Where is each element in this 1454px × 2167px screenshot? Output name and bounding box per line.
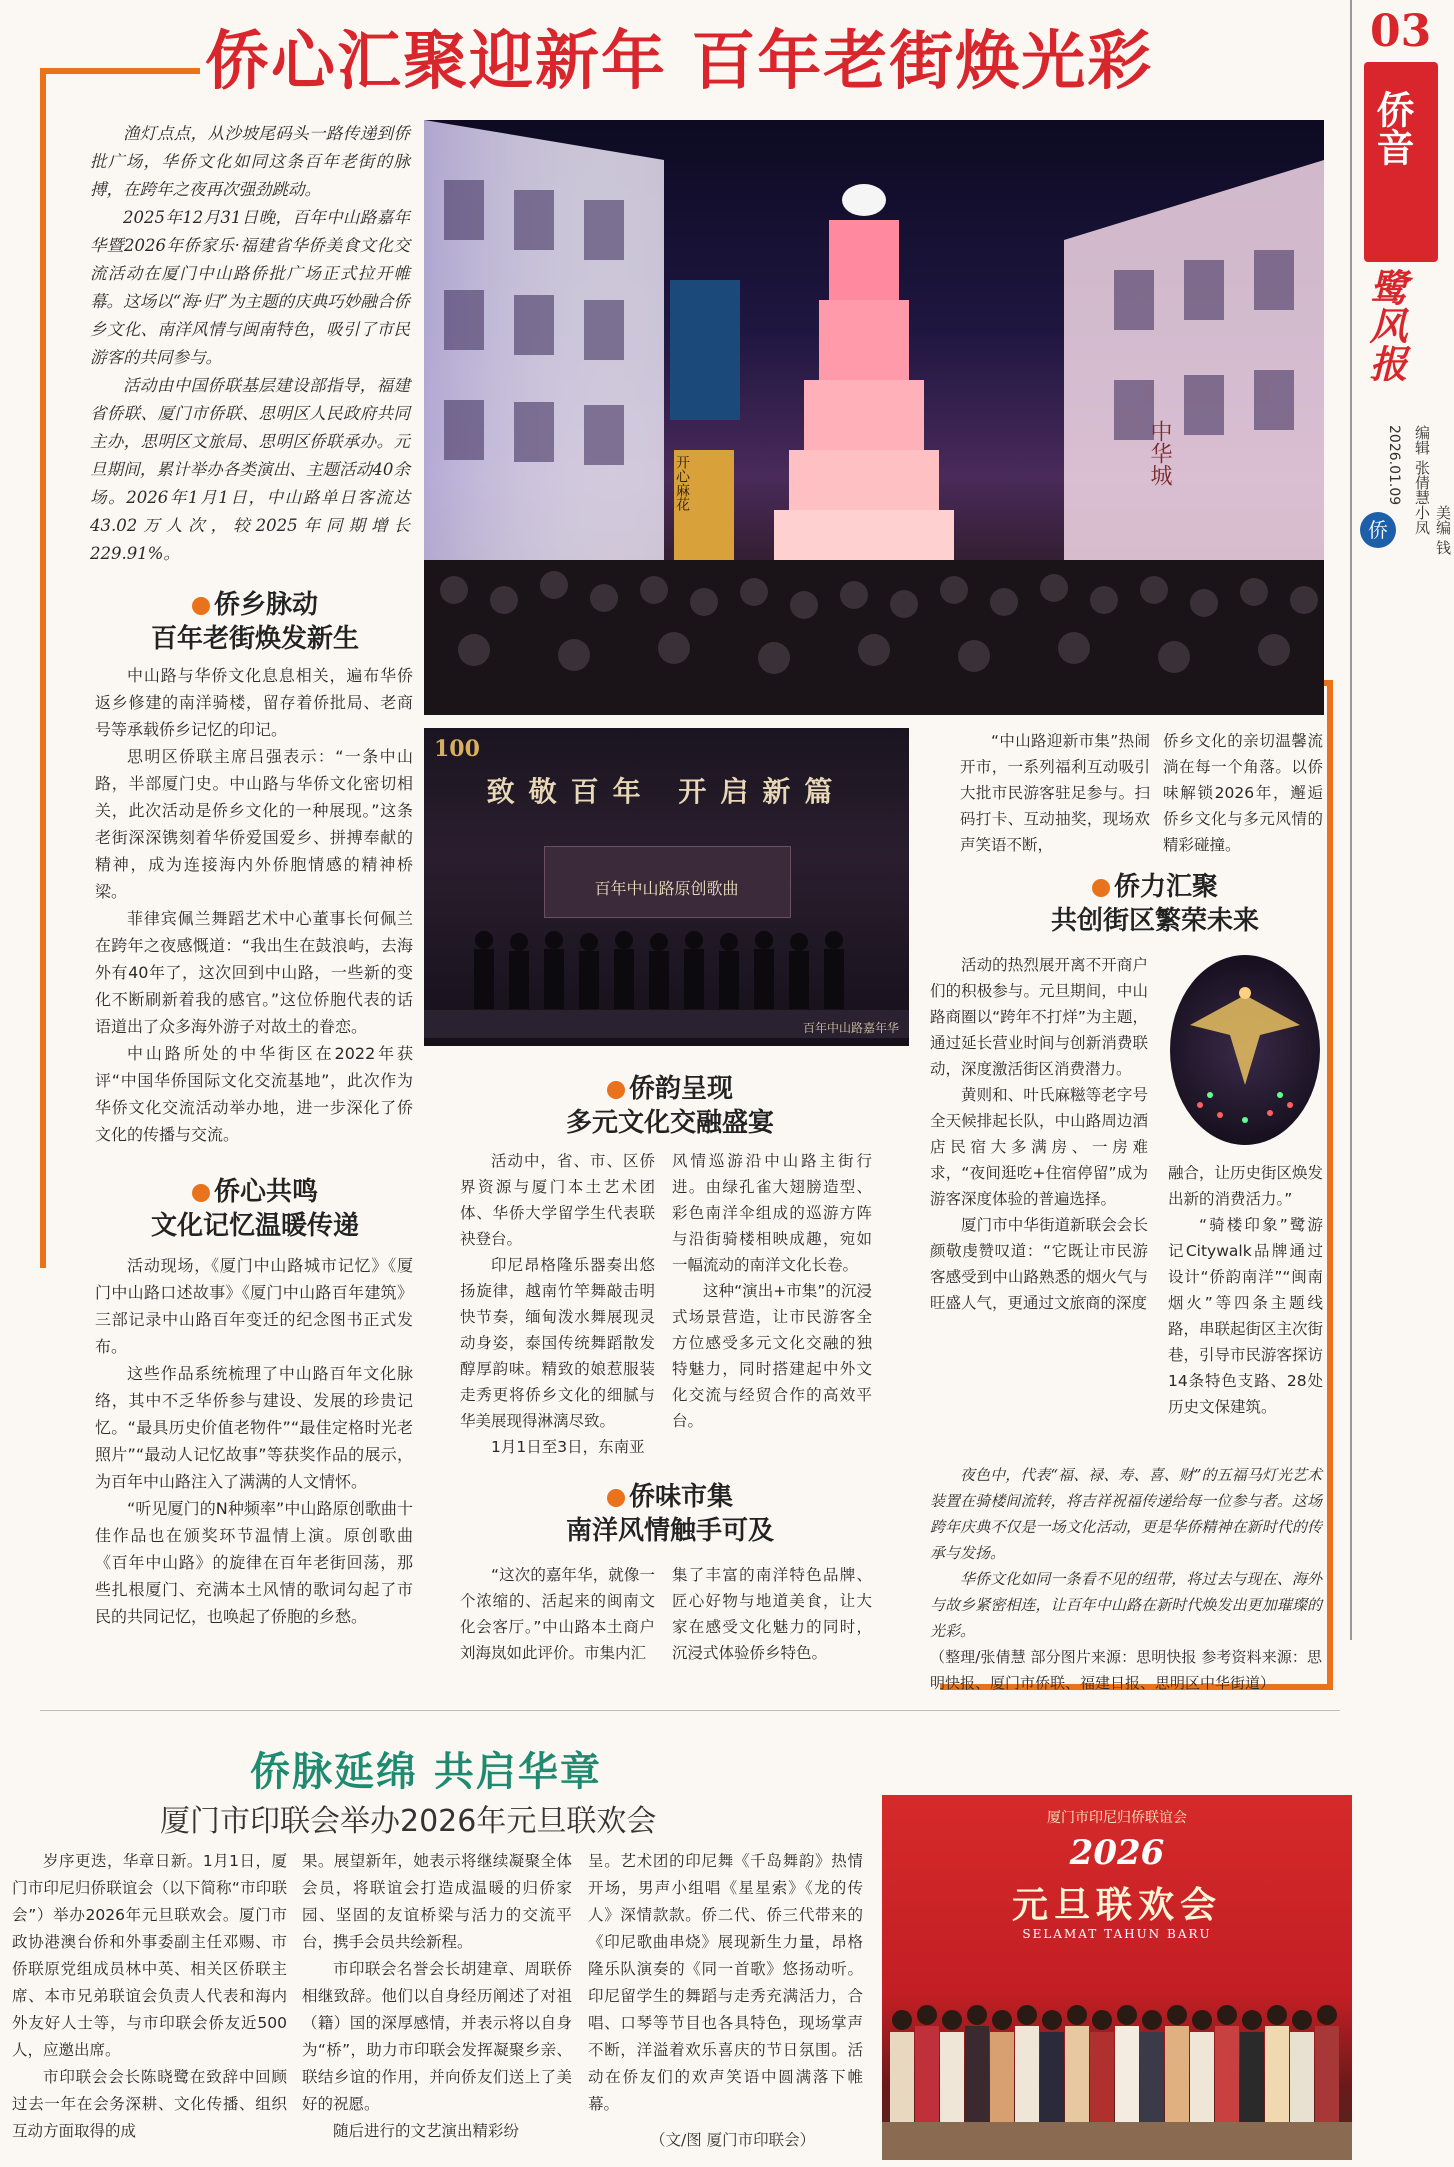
light-tower [774,184,954,580]
section-2-body [95,1252,413,1662]
org-logo [1360,512,1396,548]
section-2-subtitle: 文化记忆温暖传递 [150,1211,359,1241]
section-4-subtitle: 南洋风情触手可及 [565,1516,774,1546]
body-paragraph: 思明区侨联主席吕强表示：“一条中山路，半部厦门史。中山路与华侨文化密切相关，此次活动是侨乡文化的一种展现。”这条老街深深镌刻着华侨爱国爱乡、拼搏奉献的精神，成为连接海内外侨胞情感的精神桥梁。 [95,747,413,901]
art-editor-info [1412,505,1454,560]
bottom-headline: 侨脉延绵 共启华章 [250,1748,602,1795]
page-sidebar [1360,0,1452,560]
street-sign: 开心麻花 [674,455,690,511]
body-paragraph: 随后进行的文艺演出精彩纷 [333,2122,520,2140]
body-paragraph: 风情巡游沿中山路主街行进。由绿孔雀大翅膀造型、彩色南洋伞组成的巡游方阵与沿街骑楼相映成趣，宛如一幅流动的南洋文化长卷。 [672,1152,872,1274]
body-paragraph: 这种“演出+市集”的沉浸式场景营造，让市民游客全方位感受多元文化交融的独特魅力，同时搭建起中外文化交流与经贸合作的高效平台。 [672,1282,872,1430]
ceremony-logo: 100 [434,736,480,762]
body-paragraph: 融合，让历史街区焕发出新的消费活力。” [1168,1164,1324,1208]
ceremony-banner: 致敬百年 开启新篇 [486,775,847,808]
section-title-4 [480,1480,860,1548]
street-building-text: 中华城 [1147,420,1172,486]
body-paragraph: 呈。艺术团的印尼舞《千岛舞韵》热情开场，男声小组唱《星星索》《龙的传人》深情款款。侨二代、侨三代带来的《印尼歌曲串烧》展现新生力量，昂格隆乐队演奏的《同一首歌》悠扬动听。印尼留学生的舞蹈与走秀充满活力，合唱、口琴等节目也各具特色，现场掌声不断，洋溢着欢乐喜庆的节日氛围。活动在侨友们的欢声笑语中圆满落下帷幕。 [588,1852,863,2113]
article-credit: （整理/张倩慧 部分图片来源：思明快报 参考资料来源：思明快报、厦门市侨联、福建日报、思明区中华街道） [930,1648,1322,1692]
body-paragraph: 市印联会名誉会长胡建章、周联侨相继致辞。他们以自身经历阐述了对祖（籍）国的深厚感情，并表示将以自身为“桥”，助力市印联会发挥凝聚乡亲、联结乡谊的作用，并向侨友们送上了美好的祝愿。 [302,1960,572,2113]
market-col-b [1163,728,1323,878]
street-night-photo [424,120,1324,715]
frame-right [1327,680,1333,1690]
paper-name: 鹭风报 [1363,268,1408,382]
body-paragraph: 这些作品系统梳理了中山路百年文化脉络，其中不乏华侨参与建设、发展的珍贵记忆。“最具历史价值老物件”“最佳定格时光老照片”“最动人记忆故事”等获奖作品的展示，为百年中山路注入了满满的人文情怀。 [95,1364,413,1491]
page-number: 03 [1370,6,1432,57]
editor-label: 编辑 [1413,425,1431,455]
body-paragraph: 活动的热烈展开离不开商户们的积极参与。元旦期间，中山路商圈以“跨年不打烊”为主题，通过延长营业时间与创新消费联动，深度激活街区消费潜力。 [930,956,1148,1078]
main-headline: 侨心汇聚迎新年 百年老街焕光彩 [205,24,1154,99]
frame-top-left [40,68,200,74]
section-1-title: 侨乡脉动 [213,590,318,620]
intro-paragraph: 活动由中国侨联基层建设部指导，福建省侨联、厦门市侨联、思明区人民政府共同主办，思明区文旅局、思明区侨联承办。元旦期间，累计举办各类演出、主题活动40余场。2026年1月1日，中山路单日客流达43.02万人次，较2025年同期增长229.91%。 [90,376,410,563]
bottom-divider [40,1710,1340,1711]
body-paragraph: 印尼昂格隆乐器奏出悠扬旋律，越南竹竿舞敲击明快节奏，缅甸泼水舞展现灵动身姿，泰国传统舞蹈散发醇厚韵味。精致的娘惹服装走秀更将侨乡文化的细腻与华美展现得淋漓尽致。 [460,1256,655,1430]
phoenix-lantern-drawing [1170,955,1320,1145]
ceremony-screen-text: 百年中山路原创歌曲 [594,879,739,898]
art-editor-name: 钱小凤 [1413,505,1452,555]
section-5-narrow-col [930,952,1148,1452]
section-3-col-b [672,1148,872,1438]
bullet-dot-icon [607,1081,625,1099]
section-5-right-col [1168,1160,1323,1450]
body-paragraph: 厦门市中华街道新联会会长颜敬虔赞叹道：“它既让市民游客感受到中山路熟悉的烟火气与旺盛人气，更通过文旅商的深度 [930,1216,1148,1312]
bottom-subheadline: 厦门市印联会举办2026年元旦联欢会 [160,1804,657,1839]
gala-people [882,1960,1352,2160]
section-3-col-a [460,1148,655,1456]
section-4-title: 侨味市集 [628,1482,733,1512]
bottom-col-3 [588,1848,863,2120]
frame-left [40,68,46,1268]
closing-paragraph: 夜色中，代表“福、禄、寿、喜、财”的五福马灯光艺术装置在骑楼间流转，将吉祥祝福传递给每一位参与者。这场跨年庆典不仅是一场文化活动，更是华侨精神在新时代的传承与发扬。 [930,1466,1322,1562]
body-paragraph: 黄则和、叶氏麻糍等老字号全天候排起长队，中山路周边酒店民宿大多满房、一房难求，“夜间逛吃+住宿停留”成为游客深度体验的普遍选择。 [930,1086,1148,1208]
ceremony-stage-photo [424,728,909,1046]
body-paragraph: 活动中，省、市、区侨界资源与厦门本土艺术团体、华侨大学留学生代表联袂登台。 [460,1152,655,1248]
bottom-credit: （文/图 厦门市印联会） [650,2131,816,2149]
intro-paragraph: 渔灯点点，从沙坡尾码头一路传递到侨批广场，华侨文化如同这条百年老街的脉搏，在跨年之夜再次强劲跳动。 [90,124,410,199]
body-paragraph: 侨乡文化的亲切温馨流淌在每一个角落。以侨味解锁2026年，邂逅侨乡文化与多元风情的精彩碰撞。 [1163,732,1323,854]
gala-title: 元旦联欢会 [1011,1884,1222,1926]
section-5-title: 侨力汇聚 [1113,872,1218,902]
phoenix-lantern-photo [1170,955,1320,1145]
body-paragraph: 果。展望新年，她表示将继续凝聚全体会员，将联谊会打造成温暖的归侨家园、坚固的友谊桥梁与活力的交流平台，携手会员共绘新程。 [302,1852,572,1951]
bullet-dot-icon [192,597,210,615]
body-paragraph: 中山路与华侨文化息息相关，遍布华侨返乡修建的南洋骑楼，留存着侨批局、老商号等承载侨乡记忆的印记。 [95,666,413,739]
body-paragraph: 市印联会会长陈晓鹭在致辞中回顾过去一年在会务深耕、文化传播、组织互动方面取得的成 [12,2068,287,2140]
body-paragraph: 岁序更迭，华章日新。1月1日，厦门市印尼归侨联谊会（以下简称“市印联会”）举办2026年元旦联欢会。厦门市政协港澳台侨和外事委副主任邓赐、市侨联原党组成员林中英、相关区侨联主席、本市兄弟联谊会负责人代表和海内外友好人士等，与市印联会侨友近500人，应邀出席。 [12,1852,287,2059]
closing-paragraph: 华侨文化如同一条看不见的纽带，将过去与现在、海外与故乡紧密相连，让百年中山路在新时代焕发出更加璀璨的光彩。 [930,1570,1322,1640]
section-1-subtitle: 百年老街焕发新生 [150,624,359,654]
body-paragraph: “骑楼印象”鹭游记Citywalk品牌通过设计“侨韵南洋”“闽南烟火”等四条主题线路，串联起街区主次街巷，引导市民游客探访14条特色支路、28处历史文保建筑。 [1168,1216,1324,1416]
bottom-col-2 [302,1848,572,2158]
body-paragraph: 菲律宾佩兰舞蹈艺术中心董事长何佩兰在跨年之夜感慨道：“我出生在鼓浪屿，去海外有40年了，这次回到中山路，一些新的变化不断刷新着我的感官。”这位侨胞代表的话语道出了众多海外游子对故土的眷恋。 [95,909,413,1036]
bottom-col-1 [12,1848,287,2158]
section-4-col-b [672,1562,872,1672]
section-title-1 [100,588,410,656]
issue-date: 2026.01.09 [1386,425,1402,506]
section-3-title: 侨韵呈现 [628,1074,733,1104]
body-paragraph: 活动现场，《厦门中山路城市记忆》《厦门中山路口述故事》《厦门中山路百年建筑》三部记录中山路百年变迁的纪念图书正式发布。 [95,1256,413,1356]
section-title-3 [480,1072,860,1140]
section-title-5 [990,870,1320,938]
section-name: 侨音 [1370,90,1415,166]
section-2-title: 侨心共鸣 [213,1177,318,1207]
body-paragraph: “听见厦门的N种频率”中山路原创歌曲十佳作品也在颁奖环节温情上演。原创歌曲《百年中山路》的旋律在百年老街回荡，那些扎根厦门、充满本土风情的歌词勾起了市民的共同记忆，也唤起了侨胞的乡愁。 [95,1499,413,1626]
body-paragraph: “这次的嘉年华，就像一个浓缩的、活起来的闽南文化会客厅。”中山路本土商户刘海岚如此评价。市集内汇 [460,1566,655,1662]
gala-group-photo [882,1795,1352,2160]
editor-name: 张倩慧 [1413,459,1431,505]
ceremony-corner-caption: 百年中山路嘉年华 [802,1021,899,1035]
gala-org-name: 厦门市印尼归侨联谊会 [1047,1810,1187,1826]
art-label: 美编 [1434,505,1452,535]
intro-column [90,120,410,563]
section-4-col-a [460,1562,655,1672]
bullet-dot-icon [1092,879,1110,897]
editor-info [1412,425,1433,505]
closing-section [930,1462,1322,1692]
body-paragraph: 中山路所处的中华街区在2022年获评“中国华侨国际文化交流基地”，此次作为华侨文化交流活动举办地，进一步深化了侨文化的传播与交流。 [95,1044,413,1144]
section-title-2 [100,1175,410,1243]
gala-subtitle: SELAMAT TAHUN BARU [1022,1927,1212,1941]
section-5-subtitle: 共创街区繁荣未来 [1050,906,1259,936]
body-paragraph: 集了丰富的南洋特色品牌、匠心好物与地道美食，让大家在感受文化魅力的同时，沉浸式体验侨乡特色。 [672,1566,872,1662]
bullet-dot-icon [607,1489,625,1507]
section-3-subtitle: 多元文化交融盛宴 [565,1108,774,1138]
intro-paragraph: 2025年12月31日晚，百年中山路嘉年华暨2026年侨家乐·福建省华侨美食文化交流活动在厦门中山路侨批广场正式拉开帷幕。这场以“海·归”为主题的庆典巧妙融合侨乡文化、南洋风情与闽南特色，吸引了市民游客的共同参与。 [90,208,410,367]
gala-year: 2026 [1069,1833,1165,1873]
logo-char: 侨 [1368,518,1388,542]
sidebar-rule [1350,0,1352,1640]
bullet-dot-icon [192,1184,210,1202]
market-col-a [960,728,1150,878]
body-paragraph: 1月1日至3日，东南亚 [491,1438,645,1456]
body-paragraph: “中山路迎新市集”热闹开市，一系列福利互动吸引大批市民游客驻足参与。扫码打卡、互动抽奖，现场欢声笑语不断， [960,732,1150,854]
section-1-body [95,662,413,1162]
street-scene-drawing [424,120,1324,715]
